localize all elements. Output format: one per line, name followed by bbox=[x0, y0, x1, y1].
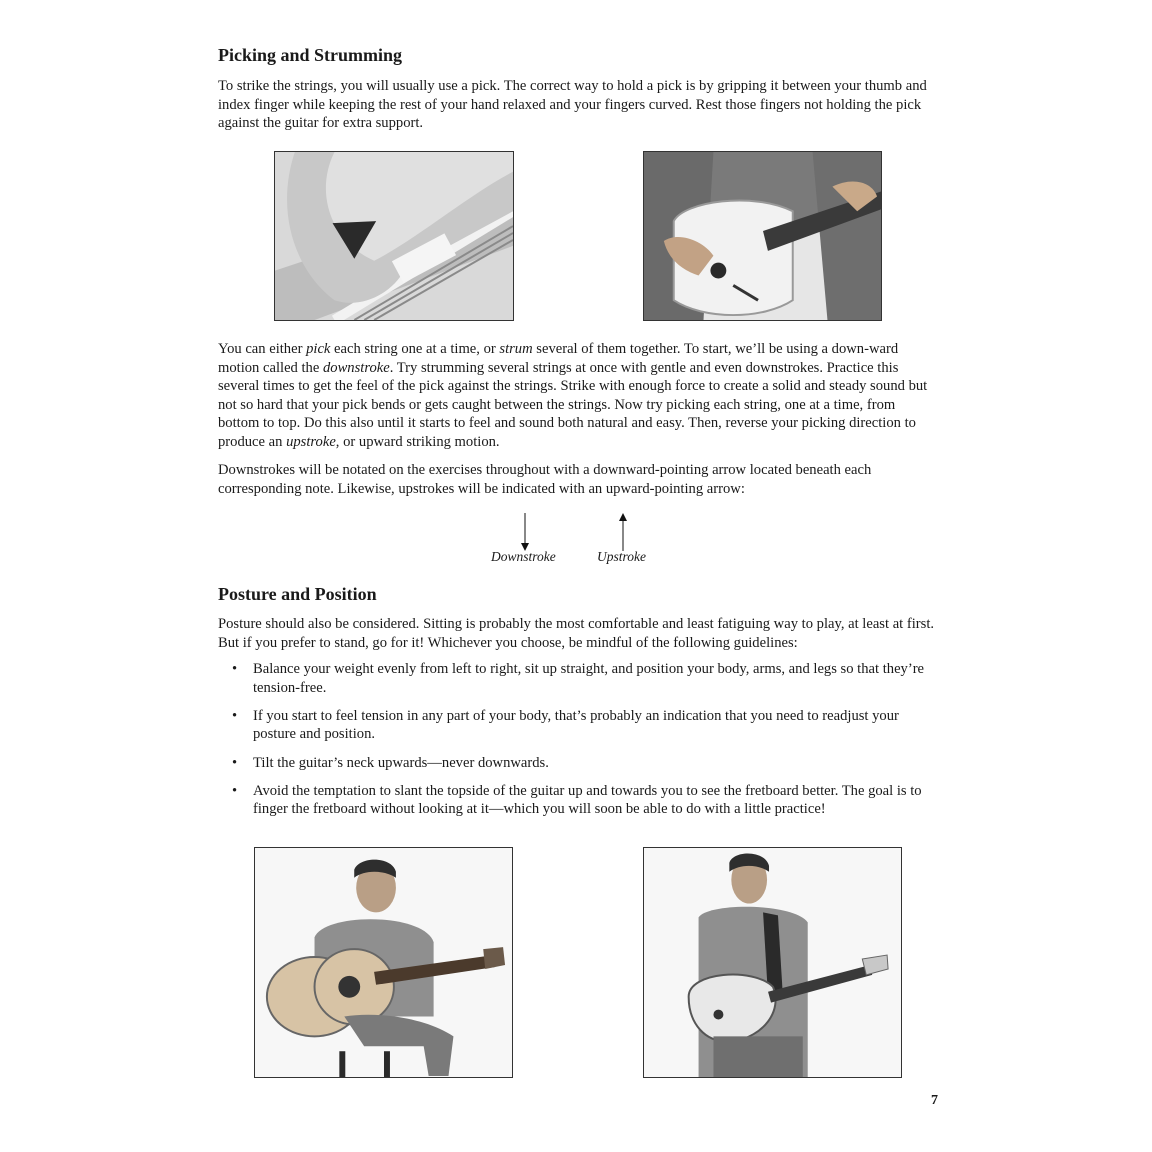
seated-acoustic-photo bbox=[254, 847, 513, 1078]
pick-grip-photo bbox=[274, 151, 514, 321]
notation-paragraph: Downstrokes will be notated on the exercises throughout with a downward-pointing arrow located beneath each corresponding note. Likewise, upstrokes will be indicated with an upward-pointing arrow: bbox=[218, 462, 872, 497]
strumming-photo bbox=[643, 151, 882, 321]
bullet-marker: • bbox=[232, 754, 238, 771]
list-item: • Tilt the guitar’s neck upwards—never downwards. bbox=[232, 754, 549, 771]
bullet-marker: • bbox=[232, 661, 238, 677]
standing-electric-photo bbox=[643, 847, 902, 1078]
list-item: • If you start to feel tension in any part of your body, that’s probably an indication that you need to readjust your posture and position. bbox=[232, 707, 899, 743]
upstroke-label: Upstroke bbox=[597, 549, 646, 564]
list-item: • Avoid the temptation to slant the topside of the guitar up and towards you to see the fretboard better. The goal is to finger the fretboard without looking at it—which you will soon be able to do with a little practice! bbox=[232, 782, 922, 818]
posture-guidelines-list bbox=[218, 660, 940, 829]
upstroke-arrow-icon bbox=[613, 511, 633, 553]
picking-technique-paragraph: You can either pick each string one at a time, or strum several of them together. To start, we’ll be using a down-ward motion called the downstroke. Try strumming several strings at once with gentle and even downstrokes. Practice this several times to get the feel of the pick against the strings. Strike with enough force to create a solid and steady sound but not so hard that your pick bends or gets caught between the strings. Now try picking each string, one at a time, from bottom to top. Do this also until it starts to feel and sound both natural and easy. Then, reverse your picking direction to produce an upstroke, or upward striking motion. bbox=[218, 341, 928, 450]
section-heading-picking-strumming: Picking and Strumming bbox=[218, 45, 403, 65]
downstroke-label: Downstroke bbox=[491, 549, 556, 564]
bullet-marker: • bbox=[232, 782, 238, 799]
picking-intro-paragraph: To strike the strings, you will usually use a pick. The correct way to hold a pick is by gripping it between your thumb and index finger while keeping the rest of your hand relaxed and your fingers curved. Rest those fingers not holding the pick against the guitar for extra support. bbox=[218, 78, 927, 132]
downstroke-arrow-icon bbox=[515, 511, 535, 553]
list-item: • Balance your weight evenly from left to right, sit up straight, and position your body, arms, and legs so that they’re tension-free. bbox=[232, 661, 925, 696]
page-number: 7 bbox=[931, 1093, 938, 1108]
section-heading-posture-position: Posture and Position bbox=[218, 584, 377, 604]
bullet-marker: • bbox=[232, 707, 238, 724]
posture-intro-paragraph: Posture should also be considered. Sitting is probably the most comfortable and least fatiguing way to play, at least at first. But if you prefer to stand, go for it! Whichever you choose, be mindful of the following guidelines: bbox=[218, 616, 935, 651]
